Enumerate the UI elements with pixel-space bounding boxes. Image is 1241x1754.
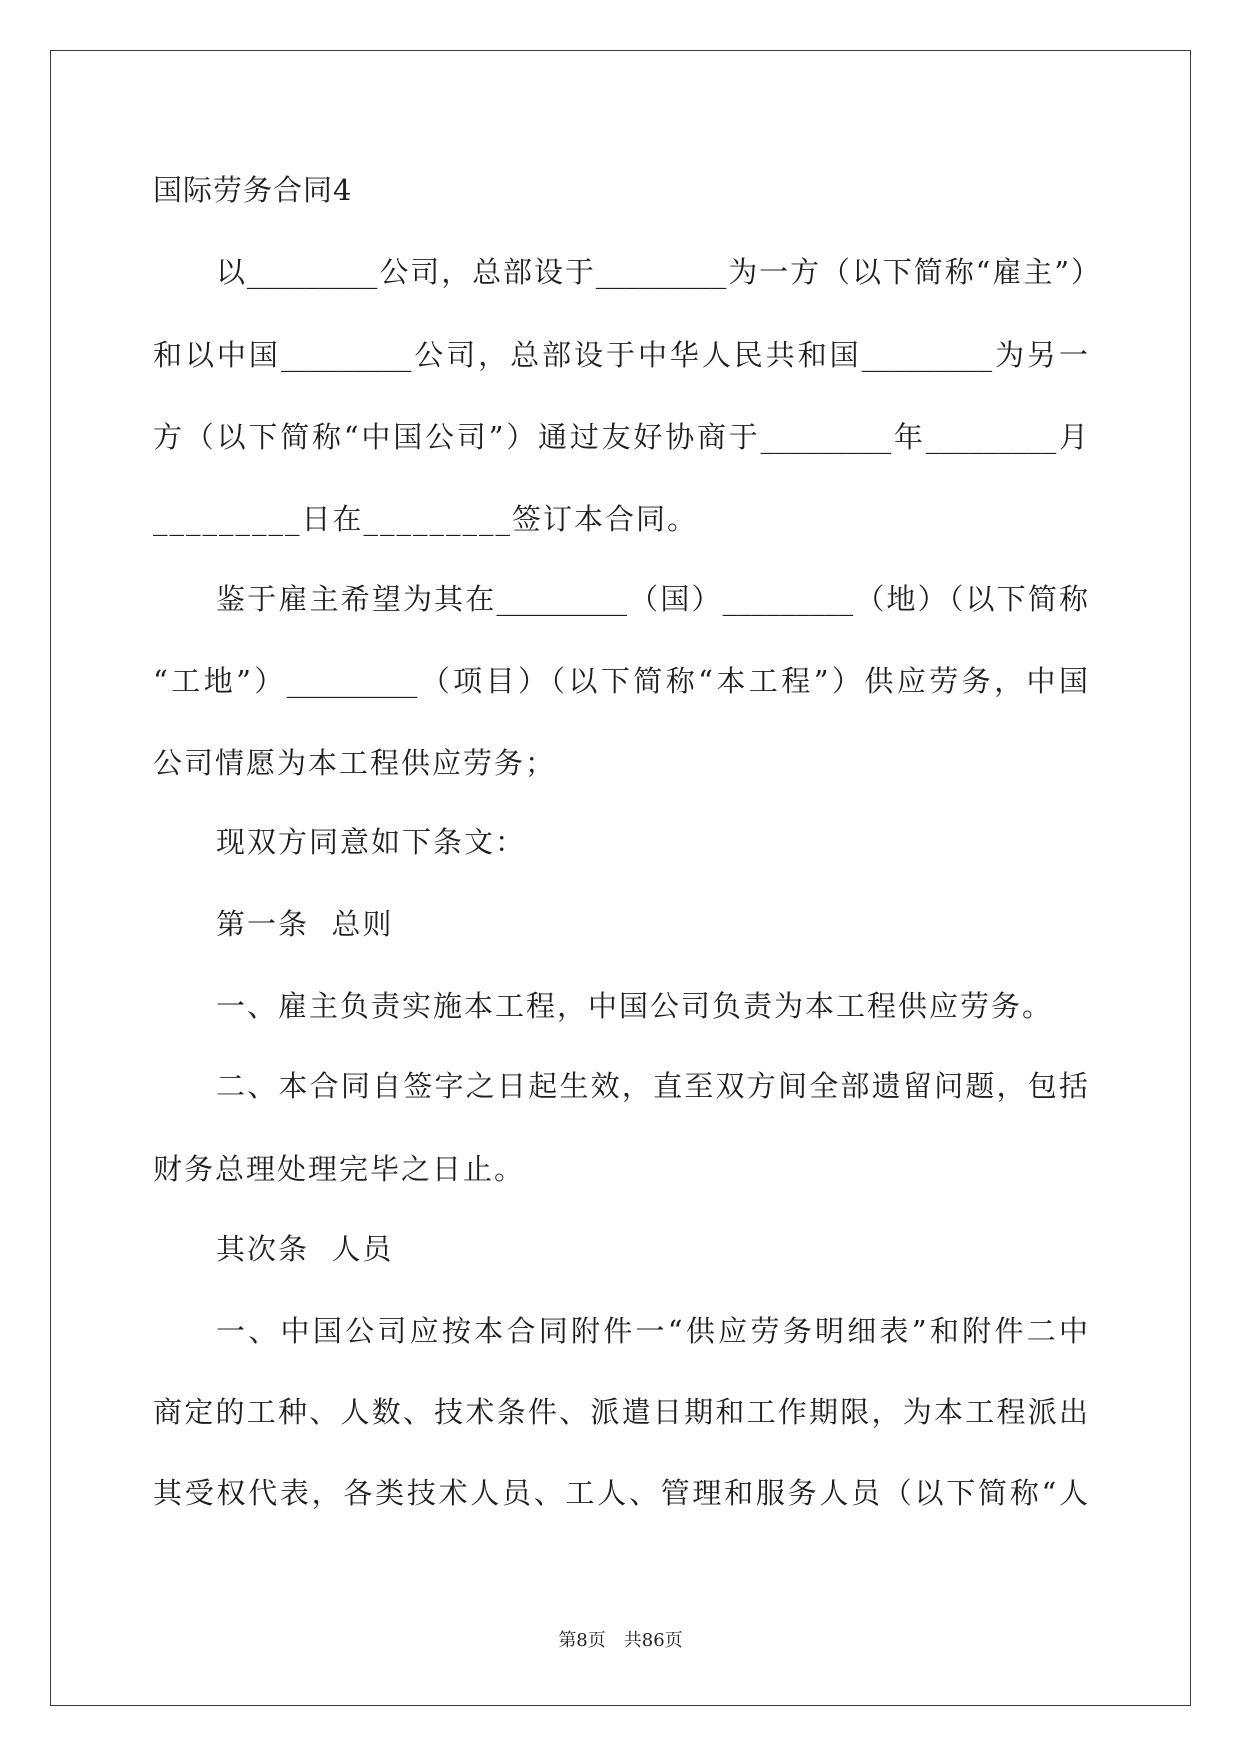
clause-line: 一、雇主负责实施本工程，中国公司负责为本工程供应劳务。 bbox=[216, 989, 1054, 1023]
paragraph-line: 方（以下简称“中国公司”）通过友好协商于_________年_________月 bbox=[153, 420, 1088, 454]
paragraph-line: 公司情愿为本工程供应劳务； bbox=[153, 746, 557, 780]
paragraph-line: 以_________公司，总部设于_________为一方（以下简称“雇主”） bbox=[216, 255, 1100, 289]
paragraph-line: 鉴于雇主希望为其在_________（国）_________（地）（以下简称 bbox=[216, 582, 1088, 616]
page-number-total: 共86页 bbox=[623, 1630, 683, 1651]
paragraph-line: “工地”）_________（项目）（以下简称“本工程”）供应劳务，中国 bbox=[153, 664, 1088, 698]
paragraph-line: 和以中国_________公司，总部设于中华人民共和国_________为另一 bbox=[153, 338, 1088, 372]
article-heading: 其次条 人员 bbox=[216, 1232, 394, 1266]
clause-line: 二、本合同自签字之日起生效，直至双方间全部遗留问题，包括 bbox=[216, 1069, 1088, 1103]
page-footer bbox=[0, 1629, 1241, 1653]
document-title: 国际劳务合同4 bbox=[153, 173, 353, 207]
paragraph-line: 现双方同意如下条文： bbox=[216, 825, 527, 859]
clause-line: 财务总理处理完毕之日止。 bbox=[153, 1152, 526, 1186]
clause-line: 其受权代表，各类技术人员、工人、管理和服务人员（以下简称“人 bbox=[153, 1476, 1088, 1510]
clause-line: 商定的工种、人数、技术条件、派遣日期和工作期限，为本工程派出 bbox=[153, 1395, 1088, 1429]
page-border bbox=[50, 50, 1191, 1706]
page-number-current: 第8页 bbox=[558, 1630, 606, 1651]
article-heading: 第一条 总则 bbox=[216, 907, 394, 941]
paragraph-line: _________日在_________签订本合同。 bbox=[153, 502, 699, 536]
clause-line: 一、中国公司应按本合同附件一“供应劳务明细表”和附件二中 bbox=[216, 1314, 1088, 1348]
